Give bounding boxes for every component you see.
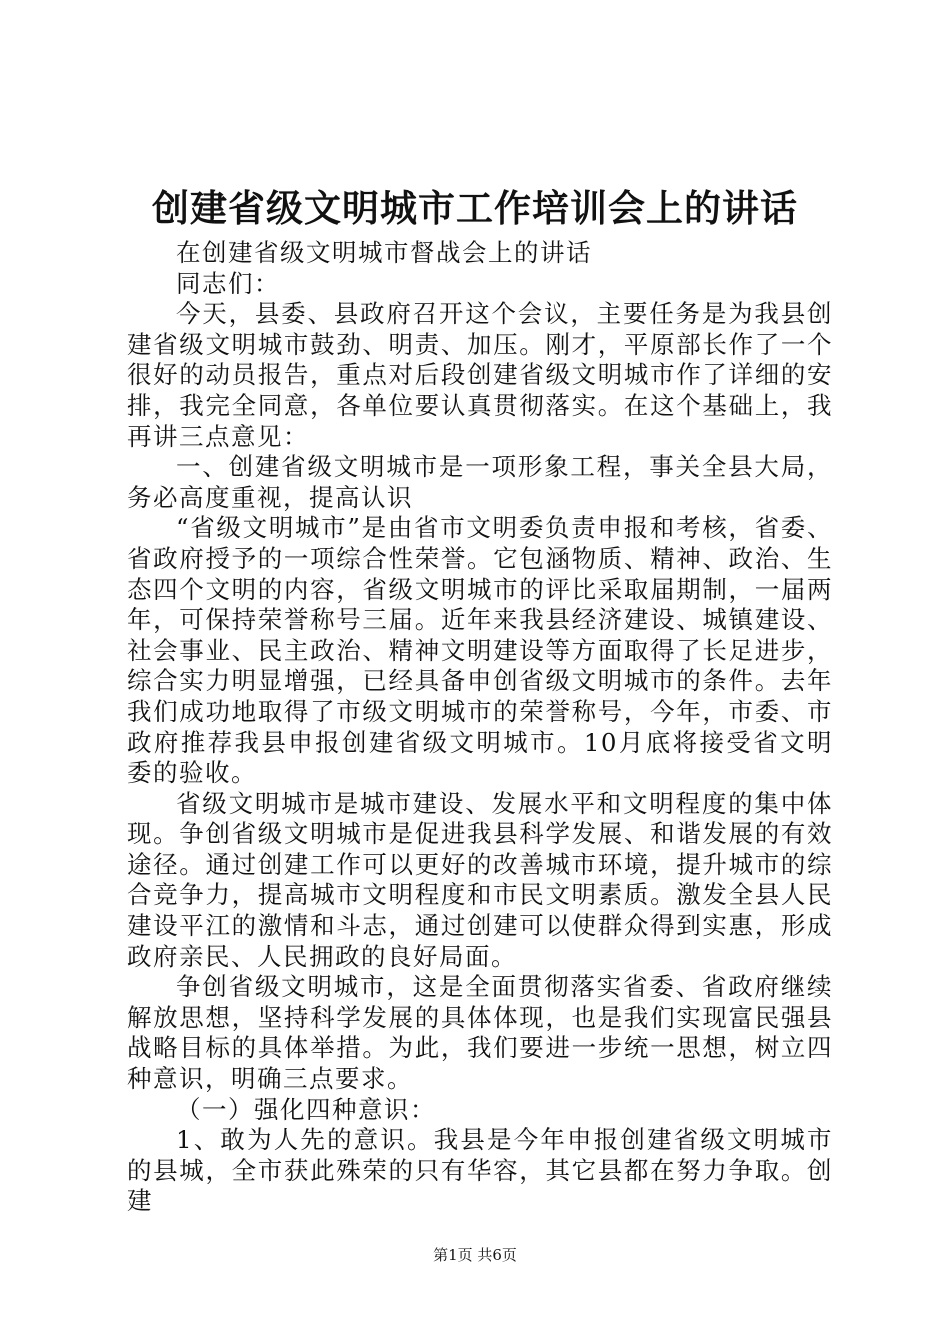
body-paragraph: 今天，县委、县政府召开这个会议，主要任务是为我县创建省级文明城市鼓劲、明责、加压。刚才，平原部长作了一个很好的动员报告，重点对后段创建省级文明城市作了详细的安排，我完全同意，各单位要认真贯彻落实。在这个基础上，我再讲三点意见： [127,299,833,451]
speech-subtitle: 在创建省级文明城市督战会上的讲话 [176,238,592,267]
page-number-footer: 第1页 共6页 [433,1246,517,1264]
body-paragraph: 省级文明城市是城市建设、发展水平和文明程度的集中体现。争创省级文明城市是促进我县科学发展、和谐发展的有效途径。通过创建工作可以更好的改善城市环境，提升城市的综合竞争力，提高城市文明程度和市民文明素质。激发全县人民建设平江的激情和斗志，通过创建可以使群众得到实惠，形成政府亲民、人民拥政的良好局面。 [127,788,833,971]
document-body [127,238,833,1217]
body-paragraph: 1、敢为人先的意识。我县是今年申报创建省级文明城市的县城，全市获此殊荣的只有华容，其它县都在努力争取。创建 [127,1125,833,1216]
document-title: 创建省级文明城市工作培训会上的讲话 [152,186,798,230]
subsection-heading: （一）强化四种意识： [176,1094,436,1124]
body-paragraph: 争创省级文明城市，这是全面贯彻落实省委、省政府继续解放思想，坚持科学发展的具体体现，也是我们实现富民强县战略目标的具体举措。为此，我们要进一步统一思想，树立四种意识，明确三点要求。 [127,972,833,1094]
salutation: 同志们： [176,268,280,298]
body-paragraph: “省级文明城市”是由省市文明委负责申报和考核，省委、省政府授予的一项综合性荣誉。它包涵物质、精神、政治、生态四个文明的内容，省级文明城市的评比采取届期制，一届两年，可保持荣誉称号三届。近年来我县经济建设、城镇建设、社会事业、民主政治、精神文明建设等方面取得了长足进步，综合实力明显增强，已经具备申创省级文明城市的条件。去年我们成功地取得了市级文明城市的荣誉称号，今年，市委、市政府推荐我县申报创建省级文明城市。10月底将接受省文明委的验收。 [127,513,833,788]
section-heading: 一、创建省级文明城市是一项形象工程，事关全县大局，务必高度重视，提高认识 [127,452,833,512]
